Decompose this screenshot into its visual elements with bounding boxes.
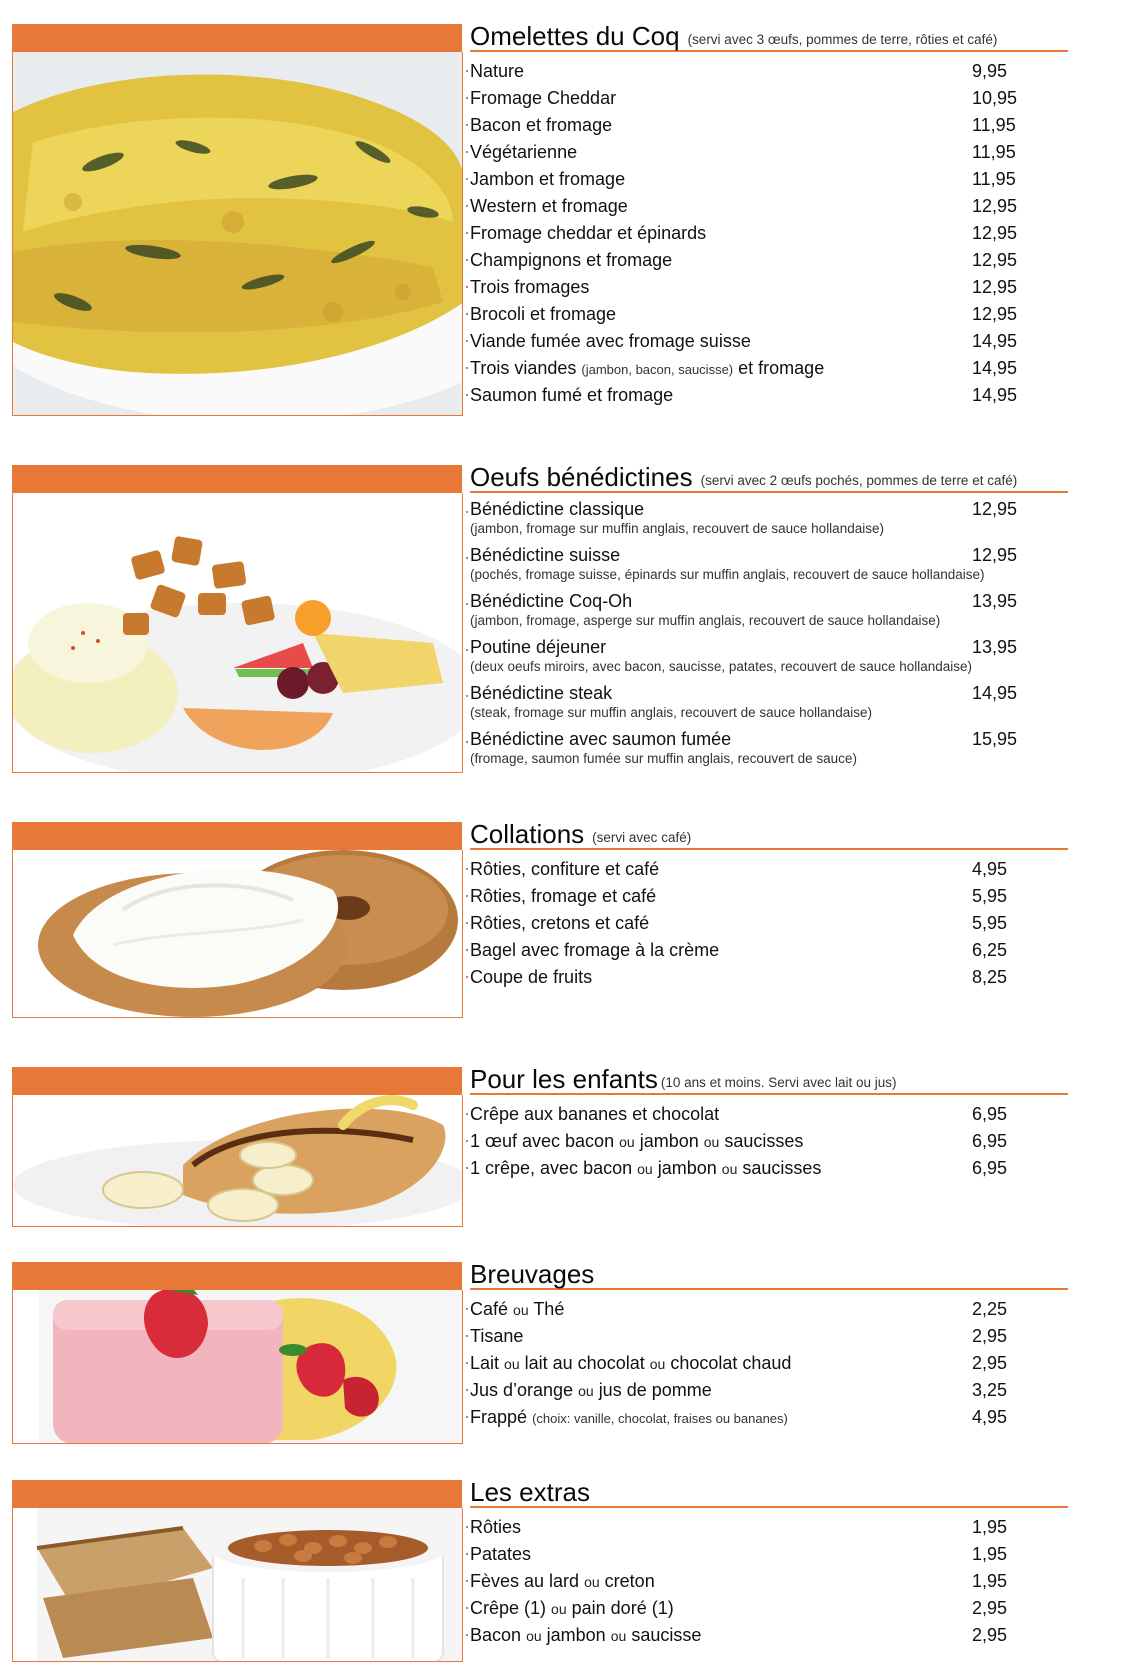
menu-item <box>470 1568 1050 1595</box>
menu-item <box>470 964 1050 991</box>
menu-item <box>470 910 1050 937</box>
item-price: 5,95 <box>972 886 1008 906</box>
item-price: 11,95 <box>972 115 1016 135</box>
item-price: 1,95 <box>972 1517 1008 1537</box>
item-price: 11,95 <box>972 169 1016 189</box>
item-price: 12,95 <box>972 223 1018 243</box>
section-title: Collations <box>470 819 585 849</box>
menu-item <box>470 274 1050 301</box>
section-title-row <box>470 462 1068 493</box>
menu-item <box>470 1377 1050 1404</box>
item-price: 6,95 <box>972 1104 1008 1124</box>
item-price: 15,95 <box>972 729 1018 749</box>
section-breuvages <box>12 1259 1068 1444</box>
benedict-photo <box>12 493 463 773</box>
menu-item <box>470 499 1050 545</box>
item-name: Bénédictine avec saumon fumée <box>470 729 732 749</box>
item-name: Rôties <box>470 1517 522 1537</box>
menu-item <box>470 112 1050 139</box>
menu-item <box>470 139 1050 166</box>
crepe-photo <box>12 1095 463 1227</box>
menu-item <box>470 247 1050 274</box>
item-description: (deux oeufs miroirs, avec bacon, saucisse, patates, recouvert de sauce hollandaise) <box>470 659 973 674</box>
item-name: Bénédictine Coq-Oh <box>470 591 633 611</box>
menu-item <box>470 683 1050 729</box>
item-name: Frappé (choix: vanille, chocolat, fraises ou bananes) <box>470 1407 788 1427</box>
menu-item <box>470 729 1050 775</box>
section-title-row <box>470 819 1068 850</box>
menu-item <box>470 355 1050 382</box>
section-header-bar <box>12 465 462 493</box>
item-price: 12,95 <box>972 499 1018 519</box>
menu-item <box>470 328 1050 355</box>
item-price: 13,95 <box>972 591 1018 611</box>
item-name: Bacon et fromage <box>470 115 613 135</box>
item-name: Bénédictine steak <box>470 683 613 703</box>
item-name: Bénédictine suisse <box>470 545 621 565</box>
section-note: (10 ans et moins. Servi avec lait ou jus) <box>660 1075 897 1090</box>
item-price: 11,95 <box>972 142 1016 162</box>
menu-item-list <box>470 1101 1050 1182</box>
item-description: (fromage, saumon fumée sur muffin anglais, recouvert de sauce) <box>470 751 857 766</box>
menu-item <box>470 1350 1050 1377</box>
item-name: Bagel avec fromage à la crème <box>470 940 720 960</box>
bagel-photo <box>12 850 463 1018</box>
item-price: 13,95 <box>972 637 1018 657</box>
section-note: (servi avec 2 œufs pochés, pommes de terre et café) <box>700 473 1018 488</box>
item-price: 10,95 <box>972 88 1018 108</box>
item-name: Fromage cheddar et épinards <box>470 223 707 243</box>
section-benedictines <box>12 462 1068 773</box>
menu-item <box>470 883 1050 910</box>
item-name: Viande fumée avec fromage suisse <box>470 331 751 351</box>
menu-item <box>470 1595 1050 1622</box>
menu-item <box>470 591 1050 637</box>
item-name: 1 œuf avec bacon ou jambon ou saucisses <box>470 1131 804 1151</box>
item-price: 6,95 <box>972 1131 1008 1151</box>
section-header-bar <box>12 1262 462 1290</box>
item-name: Bacon ou jambon ou saucisse <box>470 1625 702 1645</box>
item-name: Brocoli et fromage <box>470 304 617 324</box>
item-name: Champignons et fromage <box>470 250 673 270</box>
item-price: 5,95 <box>972 913 1008 933</box>
menu-item <box>470 856 1050 883</box>
item-price: 1,95 <box>972 1571 1008 1591</box>
section-title: Omelettes du Coq <box>470 21 680 51</box>
item-name-detail: (jambon, bacon, saucisse) <box>581 362 734 377</box>
menu-item <box>470 1101 1050 1128</box>
menu-item <box>470 1541 1050 1568</box>
item-name: Coupe de fruits <box>470 967 593 987</box>
menu-item <box>470 1514 1050 1541</box>
menu-item-list <box>470 1296 1050 1431</box>
section-title: Breuvages <box>470 1259 595 1289</box>
item-name: Poutine déjeuner <box>470 637 607 657</box>
item-price: 4,95 <box>972 859 1008 879</box>
section-title-row <box>470 1259 1068 1290</box>
item-name: Lait ou lait au chocolat ou chocolat chaud <box>470 1353 792 1373</box>
section-header-bar <box>12 822 462 850</box>
menu-item <box>470 58 1050 85</box>
section-header-bar <box>12 1067 462 1095</box>
item-price: 14,95 <box>972 358 1018 378</box>
item-price: 6,95 <box>972 1158 1008 1178</box>
item-name: Végétarienne <box>470 142 578 162</box>
menu-item <box>470 382 1050 409</box>
beans-photo <box>12 1508 463 1662</box>
item-name: Saumon fumé et fromage <box>470 385 674 405</box>
menu-item <box>470 301 1050 328</box>
item-name: Rôties, confiture et café <box>470 859 660 879</box>
menu-item <box>470 1128 1050 1155</box>
item-name: Crêpe aux bananes et chocolat <box>470 1104 720 1124</box>
menu-item <box>470 220 1050 247</box>
section-collations <box>12 819 1068 1018</box>
item-price: 2,95 <box>972 1598 1008 1618</box>
item-name: Fromage Cheddar <box>470 88 617 108</box>
section-title: Les extras <box>470 1477 590 1507</box>
item-name: Café ou Thé <box>470 1299 565 1319</box>
item-price: 14,95 <box>972 385 1018 405</box>
item-name: Jambon et fromage <box>470 169 626 189</box>
item-name: 1 crêpe, avec bacon ou jambon ou saucisses <box>470 1158 822 1178</box>
section-title: Pour les enfants <box>470 1064 658 1094</box>
item-name: Tisane <box>470 1326 524 1346</box>
item-price: 2,95 <box>972 1326 1008 1346</box>
item-price: 6,25 <box>972 940 1008 960</box>
item-price: 2,95 <box>972 1625 1008 1645</box>
section-header-bar <box>12 1480 462 1508</box>
menu-item <box>470 166 1050 193</box>
section-enfants <box>12 1064 1068 1227</box>
menu-item-list <box>470 1514 1050 1649</box>
item-description: (jambon, fromage sur muffin anglais, recouvert de sauce hollandaise) <box>470 521 884 536</box>
section-title: Oeufs bénédictines <box>470 462 693 492</box>
section-title-row <box>470 1064 1068 1095</box>
item-price: 12,95 <box>972 196 1018 216</box>
section-note: (servi avec café) <box>592 830 692 845</box>
item-name: Jus d’orange ou jus de pomme <box>470 1380 712 1400</box>
item-price: 4,95 <box>972 1407 1008 1427</box>
item-price: 12,95 <box>972 545 1018 565</box>
item-price: 2,95 <box>972 1353 1008 1373</box>
item-price: 9,95 <box>972 61 1008 81</box>
item-price: 14,95 <box>972 331 1018 351</box>
menu-item-list <box>470 499 1050 775</box>
menu-item-list <box>470 58 1050 409</box>
item-name: Nature <box>470 61 525 81</box>
smoothie-photo <box>12 1290 463 1444</box>
menu-item <box>470 1296 1050 1323</box>
item-name: Crêpe (1) ou pain doré (1) <box>470 1598 674 1618</box>
section-header-bar <box>12 24 462 52</box>
item-description: (steak, fromage sur muffin anglais, recouvert de sauce hollandaise) <box>470 705 872 720</box>
item-name: Western et fromage <box>470 196 628 216</box>
item-price: 8,25 <box>972 967 1008 987</box>
item-price: 12,95 <box>972 277 1018 297</box>
omelette-photo <box>12 52 463 416</box>
item-price: 2,25 <box>972 1299 1008 1319</box>
menu-item <box>470 85 1050 112</box>
section-title-row <box>470 1477 1068 1508</box>
section-note: (servi avec 3 œufs, pommes de terre, rôties et café) <box>687 32 998 47</box>
item-price: 14,95 <box>972 683 1018 703</box>
item-price: 12,95 <box>972 250 1018 270</box>
item-price: 12,95 <box>972 304 1018 324</box>
item-price: 1,95 <box>972 1544 1008 1564</box>
menu-item <box>470 193 1050 220</box>
section-extras <box>12 1477 1068 1662</box>
menu-item <box>470 1622 1050 1649</box>
item-name: Rôties, fromage et café <box>470 886 657 906</box>
section-omelettes <box>12 21 1068 416</box>
item-description: (jambon, fromage, asperge sur muffin anglais, recouvert de sauce hollandaise) <box>470 613 941 628</box>
item-name-detail: (choix: vanille, chocolat, fraises ou bananes) <box>532 1411 788 1426</box>
menu-item <box>470 1155 1050 1182</box>
section-title-row <box>470 21 1068 52</box>
menu-item <box>470 1323 1050 1350</box>
item-name: Bénédictine classique <box>470 499 645 519</box>
item-name: Fèves au lard ou creton <box>470 1571 655 1591</box>
item-description: (pochés, fromage suisse, épinards sur muffin anglais, recouvert de sauce hollandaise) <box>470 567 985 582</box>
menu-item-list <box>470 856 1050 991</box>
item-name: Trois viandes (jambon, bacon, saucisse) et fromage <box>470 358 825 378</box>
item-name: Trois fromages <box>470 277 590 297</box>
item-price: 3,25 <box>972 1380 1008 1400</box>
menu-item <box>470 1404 1050 1431</box>
item-name: Rôties, cretons et café <box>470 913 650 933</box>
menu-item <box>470 937 1050 964</box>
menu-item <box>470 545 1050 591</box>
menu-item <box>470 637 1050 683</box>
item-name: Patates <box>470 1544 532 1564</box>
